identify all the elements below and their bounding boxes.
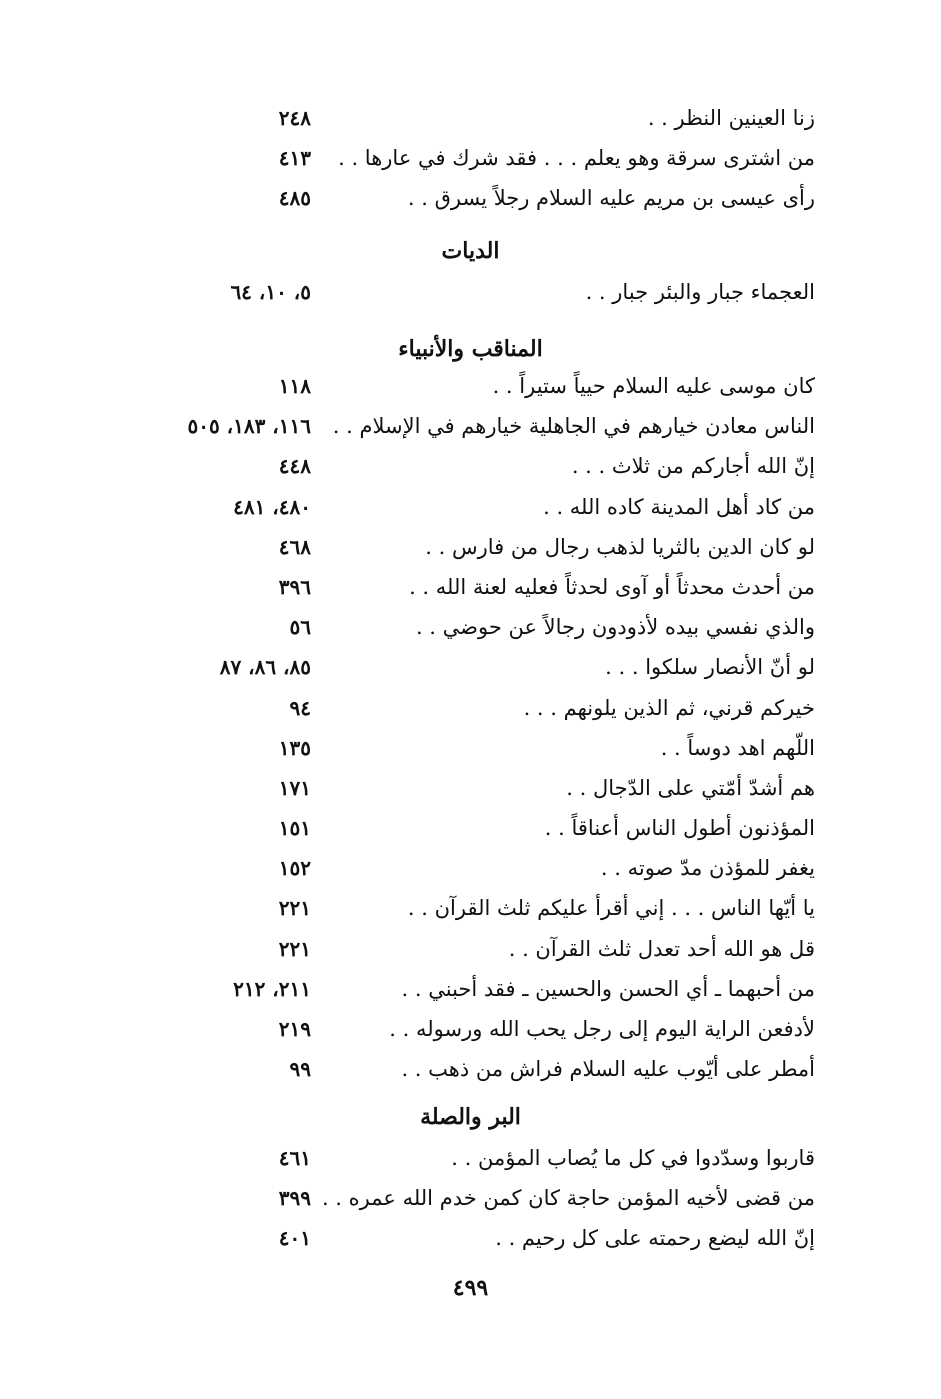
section-heading-birr [0,1102,941,1132]
entry-text: خيركم قرني، ثم الذين يلونهم . . . [523,695,815,720]
entry-text: والذي نفسي بيده لأذودون رجالاً عن حوضي . . [415,615,815,640]
entry-pages: ١٧١ [278,775,311,800]
page-number: ٤٩٩ [452,1275,489,1301]
entry-pages: ٢١١، ٢١٢ [233,976,311,1001]
entry-pages: ١١٦، ١٨٣، ٥٠٥ [187,414,311,439]
entry-pages: ١٥٢ [278,856,311,881]
entry-text: الناس معادن خيارهم في الجاهلية خيارهم في الإسلام . . [332,414,815,439]
entry-pages: ٩٩ [289,1057,311,1082]
index-entry [0,178,941,218]
entry-text: يغفر للمؤذن مدّ صوته . . [600,856,815,881]
entry-text: من أحبهما ـ أي الحسن والحسين ـ فقد أحبني . . [401,976,815,1001]
index-entry [0,406,941,446]
entry-pages: ٤١٣ [278,146,311,171]
entry-pages: ٤٨٥ [278,186,311,211]
entry-text: أمطر على أيّوب عليه السلام فراش من ذهب . . [401,1057,815,1082]
entry-pages: ١٣٥ [278,735,311,760]
entry-text: اللّهم اهد دوساً . . [660,735,815,760]
index-entry [0,888,941,928]
entry-pages: ٢٢١ [278,896,311,921]
entry-text: لو أنّ الأنصار سلكوا . . . [605,655,815,680]
entry-pages: ٥، ١٠، ٦٤ [230,280,311,304]
entry-text: يا أيّها الناس . . . إني أقرأ عليكم ثلث القرآن . . [407,896,815,921]
entry-text: كان موسى عليه السلام حيياً ستيراً . . [492,374,815,398]
index-entry [0,688,941,728]
entry-pages: ٣٩٩ [278,1186,311,1211]
entry-pages: ٣٩٦ [278,574,311,599]
index-entry [0,848,941,888]
entry-pages: ٤٦١ [278,1146,311,1170]
index-entry [0,808,941,848]
index-group-continuation [0,98,941,219]
entry-text: من قضى لأخيه المؤمن حاجة كان كمن خدم الله عمره . . [321,1186,815,1211]
entry-pages: ٨٥، ٨٦، ٨٧ [219,655,311,680]
entry-pages: ١١٨ [278,374,311,398]
index-entry [0,607,941,647]
index-entry [0,1178,941,1218]
entry-pages: ٤٠١ [278,1226,311,1251]
index-entry [0,1009,941,1049]
entry-text: إنّ الله أجاركم من ثلاث . . . [571,454,815,479]
index-group-diyat [0,272,941,312]
section-heading-text: المناقب والأنبياء [398,336,543,362]
index-entry [0,446,941,486]
index-entry [0,929,941,969]
section-heading-text: البر والصلة [420,1104,521,1130]
entry-text: رأى عيسى بن مريم عليه السلام رجلاً يسرق . . [407,186,815,211]
entry-pages: ٥٦ [289,615,311,640]
entry-text: من اشترى سرقة وهو يعلم . . . فقد شرك في عارها . . [338,146,815,171]
index-group-birr [0,1138,941,1259]
entry-pages: ٤٦٨ [278,534,311,559]
index-entry [0,1218,941,1258]
entry-pages: ٤٨٠، ٤٨١ [233,494,311,519]
section-heading-text: الديات [441,238,500,264]
entry-text: إنّ الله ليضع رحمته على كل رحيم . . [495,1226,815,1251]
index-entry [0,728,941,768]
entry-pages: ٢٢١ [278,936,311,961]
index-entry [0,768,941,808]
entry-pages: ١٥١ [278,816,311,841]
section-heading-manaqib [0,334,941,364]
index-entry [0,969,941,1009]
entry-pages: ٩٤ [289,695,311,720]
entry-text: من أحدث محدثاً أو آوى لحدثاً فعليه لعنة الله . . [409,574,815,599]
entry-text: زنا العينين النظر . . [647,106,815,130]
entry-text: من كاد أهل المدينة كاده الله . . [543,494,815,519]
index-entry [0,272,941,312]
section-heading-diyat [0,236,941,266]
index-entry [0,647,941,687]
entry-text: قاربوا وسدّدوا في كل ما يُصاب المؤمن . . [451,1146,815,1170]
index-entry [0,138,941,178]
entry-text: المؤذنون أطول الناس أعناقاً . . [544,816,815,841]
entry-pages: ٢٤٨ [278,106,311,130]
entry-text: هم أشدّ أمّتي على الدّجال . . [566,775,815,800]
entry-text: لو كان الدين بالثريا لذهب رجال من فارس . . [425,534,815,559]
index-entry [0,1049,941,1089]
index-entry [0,527,941,567]
index-entry [0,487,941,527]
entry-text: قل هو الله أحد تعدل ثلث القرآن . . [508,936,815,961]
index-group-manaqib [0,366,941,1089]
entry-text: العجماء جبار والبئر جبار . . [585,280,815,304]
entry-text: لأدفعن الراية اليوم إلى رجل يحب الله ورسوله . . [389,1017,815,1041]
entry-pages: ٤٤٨ [278,454,311,479]
index-entry [0,567,941,607]
index-entry [0,1138,941,1178]
entry-pages: ٢١٩ [278,1017,311,1041]
index-entry [0,366,941,406]
index-entry [0,98,941,138]
